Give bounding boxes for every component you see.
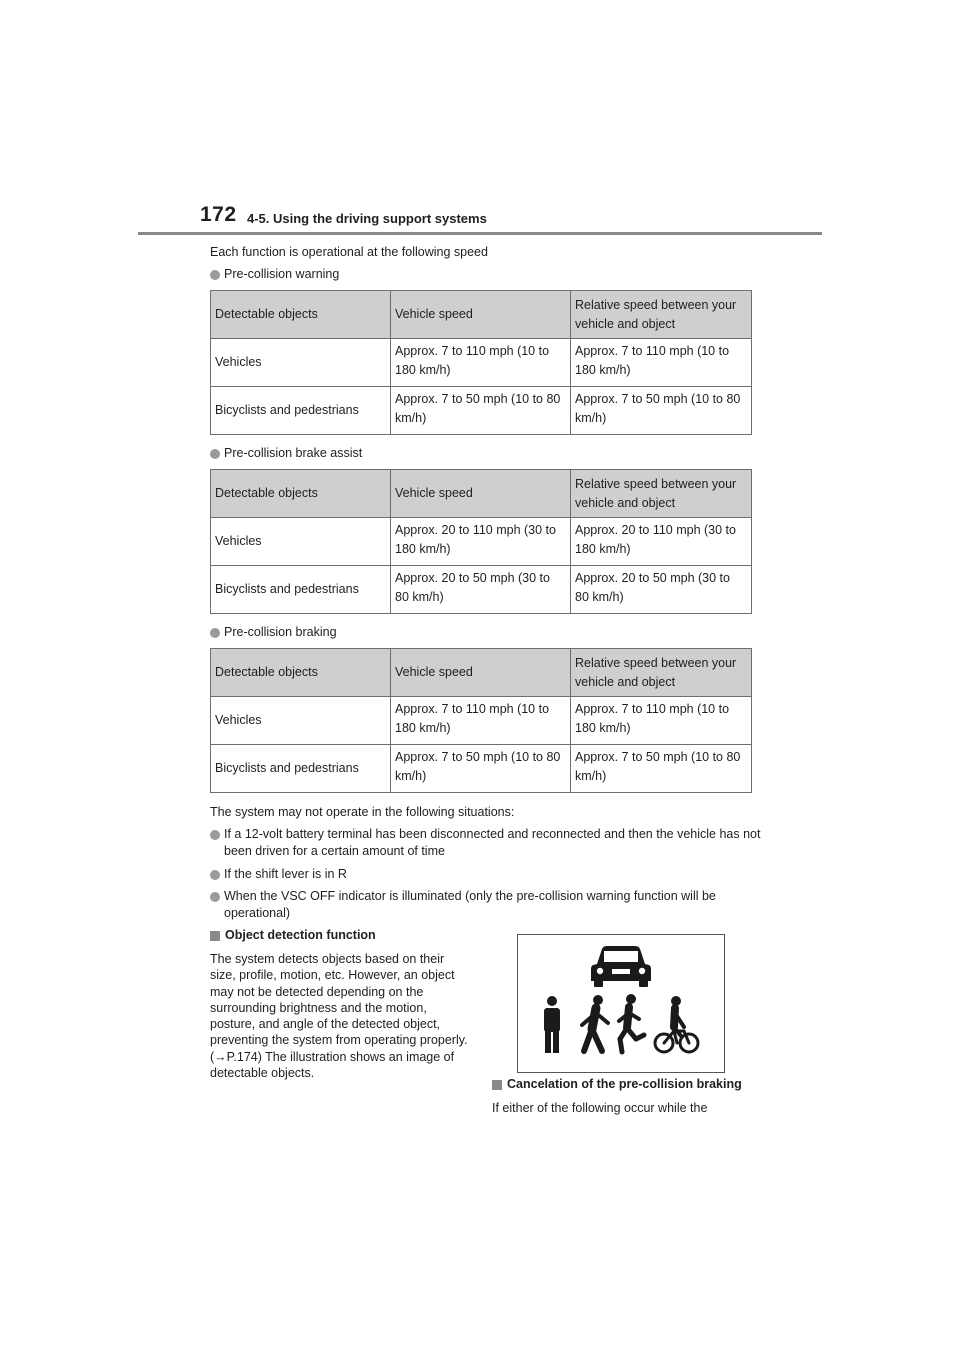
table-row bbox=[211, 387, 752, 435]
bullet-not-operate-1 bbox=[210, 826, 764, 860]
header-cell: Vehicle speed bbox=[391, 649, 571, 697]
header-cell: Relative speed between your vehicle and object bbox=[571, 470, 752, 518]
table-header-row bbox=[211, 470, 752, 518]
table-cell: Bicyclists and pedestrians bbox=[211, 566, 391, 614]
bullet-pre-collision-warning bbox=[210, 266, 339, 283]
table-cell: Approx. 20 to 110 mph (30 to 180 km/h) bbox=[571, 518, 752, 566]
object-detection-heading: Object detection function bbox=[210, 928, 376, 942]
walking-pedestrian-icon bbox=[582, 995, 608, 1051]
bullet-text: When the VSC OFF indicator is illuminated (only the pre-collision warning function will be operational) bbox=[224, 889, 716, 920]
table-cell: Approx. 7 to 110 mph (10 to 180 km/h) bbox=[391, 697, 571, 745]
table-cell: Bicyclists and pedestrians bbox=[211, 387, 391, 435]
bullet-dot-icon bbox=[210, 628, 220, 638]
table-header-row bbox=[211, 649, 752, 697]
table-pre-collision-brake-assist bbox=[210, 469, 752, 614]
table-row bbox=[211, 518, 752, 566]
bullet-pre-collision-brake-assist bbox=[210, 445, 362, 462]
table-cell: Bicyclists and pedestrians bbox=[211, 745, 391, 793]
square-bullet-icon bbox=[210, 931, 220, 941]
bullet-label: Pre-collision braking bbox=[224, 625, 337, 639]
table-pre-collision-warning bbox=[210, 290, 752, 435]
table-row bbox=[211, 697, 752, 745]
table-cell: Approx. 7 to 110 mph (10 to 180 km/h) bbox=[391, 339, 571, 387]
table-cell: Approx. 7 to 50 mph (10 to 80 km/h) bbox=[571, 745, 752, 793]
bullet-dot-icon bbox=[210, 870, 220, 880]
table-row bbox=[211, 566, 752, 614]
header-cell: Vehicle speed bbox=[391, 291, 571, 339]
table-cell: Approx. 7 to 50 mph (10 to 80 km/h) bbox=[571, 387, 752, 435]
table-cell: Approx. 7 to 110 mph (10 to 180 km/h) bbox=[571, 697, 752, 745]
page-number: 172 bbox=[200, 203, 237, 226]
header-cell: Detectable objects bbox=[211, 649, 391, 697]
illustration-svg bbox=[518, 935, 724, 1072]
bicyclist-icon bbox=[655, 996, 698, 1052]
table-cell: Approx. 20 to 110 mph (30 to 180 km/h) bbox=[391, 518, 571, 566]
table-header-row bbox=[211, 291, 752, 339]
header-cell: Relative speed between your vehicle and object bbox=[571, 649, 752, 697]
table-cell: Approx. 20 to 50 mph (30 to 80 km/h) bbox=[391, 566, 571, 614]
header-cell: Detectable objects bbox=[211, 291, 391, 339]
car-icon bbox=[591, 946, 651, 987]
section-title: 4-5. Using the driving support systems bbox=[247, 211, 487, 226]
cancelation-body: If either of the following occur while the bbox=[492, 1101, 708, 1115]
bullet-not-operate-3 bbox=[210, 888, 764, 922]
bullet-dot-icon bbox=[210, 892, 220, 902]
table-cell: Approx. 20 to 50 mph (30 to 80 km/h) bbox=[571, 566, 752, 614]
table-cell: Approx. 7 to 50 mph (10 to 80 km/h) bbox=[391, 745, 571, 793]
header-cell: Vehicle speed bbox=[391, 470, 571, 518]
bullet-not-operate-2 bbox=[210, 866, 764, 883]
cancelation-heading: Cancelation of the pre-collision braking bbox=[492, 1077, 742, 1091]
bullet-text: If the shift lever is in R bbox=[224, 867, 347, 881]
bullet-dot-icon bbox=[210, 830, 220, 840]
table-pre-collision-braking bbox=[210, 648, 752, 793]
table-row bbox=[211, 339, 752, 387]
bullet-dot-icon bbox=[210, 449, 220, 459]
not-operate-intro: The system may not operate in the following situations: bbox=[210, 805, 515, 819]
table-cell: Approx. 7 to 50 mph (10 to 80 km/h) bbox=[391, 387, 571, 435]
header-cell: Detectable objects bbox=[211, 470, 391, 518]
table-cell: Vehicles bbox=[211, 339, 391, 387]
header-rule bbox=[138, 232, 822, 235]
table-cell: Vehicles bbox=[211, 518, 391, 566]
bullet-label: Pre-collision warning bbox=[224, 267, 340, 281]
intro-text: Each function is operational at the following speed bbox=[210, 245, 488, 259]
table-cell: Vehicles bbox=[211, 697, 391, 745]
bullet-pre-collision-braking bbox=[210, 624, 337, 641]
bullet-text: If a 12-volt battery terminal has been disconnected and reconnected and then the vehicle has not been driven for a certain amount of time bbox=[224, 827, 761, 858]
table-row bbox=[211, 745, 752, 793]
standing-pedestrian-icon bbox=[544, 996, 560, 1053]
detectable-objects-illustration bbox=[517, 934, 725, 1073]
object-detection-body: The system detects objects based on their size, profile, motion, etc. However, an object may not be detected depending on the surrounding brightness and the motion, posture, and angle of the detected object, preventing the system from operating properly. (→P.174) The illustration shows an image of detectable objects. bbox=[210, 952, 468, 1081]
square-bullet-icon bbox=[492, 1080, 502, 1090]
running-pedestrian-icon bbox=[619, 994, 644, 1052]
bullet-dot-icon bbox=[210, 270, 220, 280]
bullet-label: Pre-collision brake assist bbox=[224, 446, 363, 460]
header-cell: Relative speed between your vehicle and object bbox=[571, 291, 752, 339]
table-cell: Approx. 7 to 110 mph (10 to 180 km/h) bbox=[571, 339, 752, 387]
